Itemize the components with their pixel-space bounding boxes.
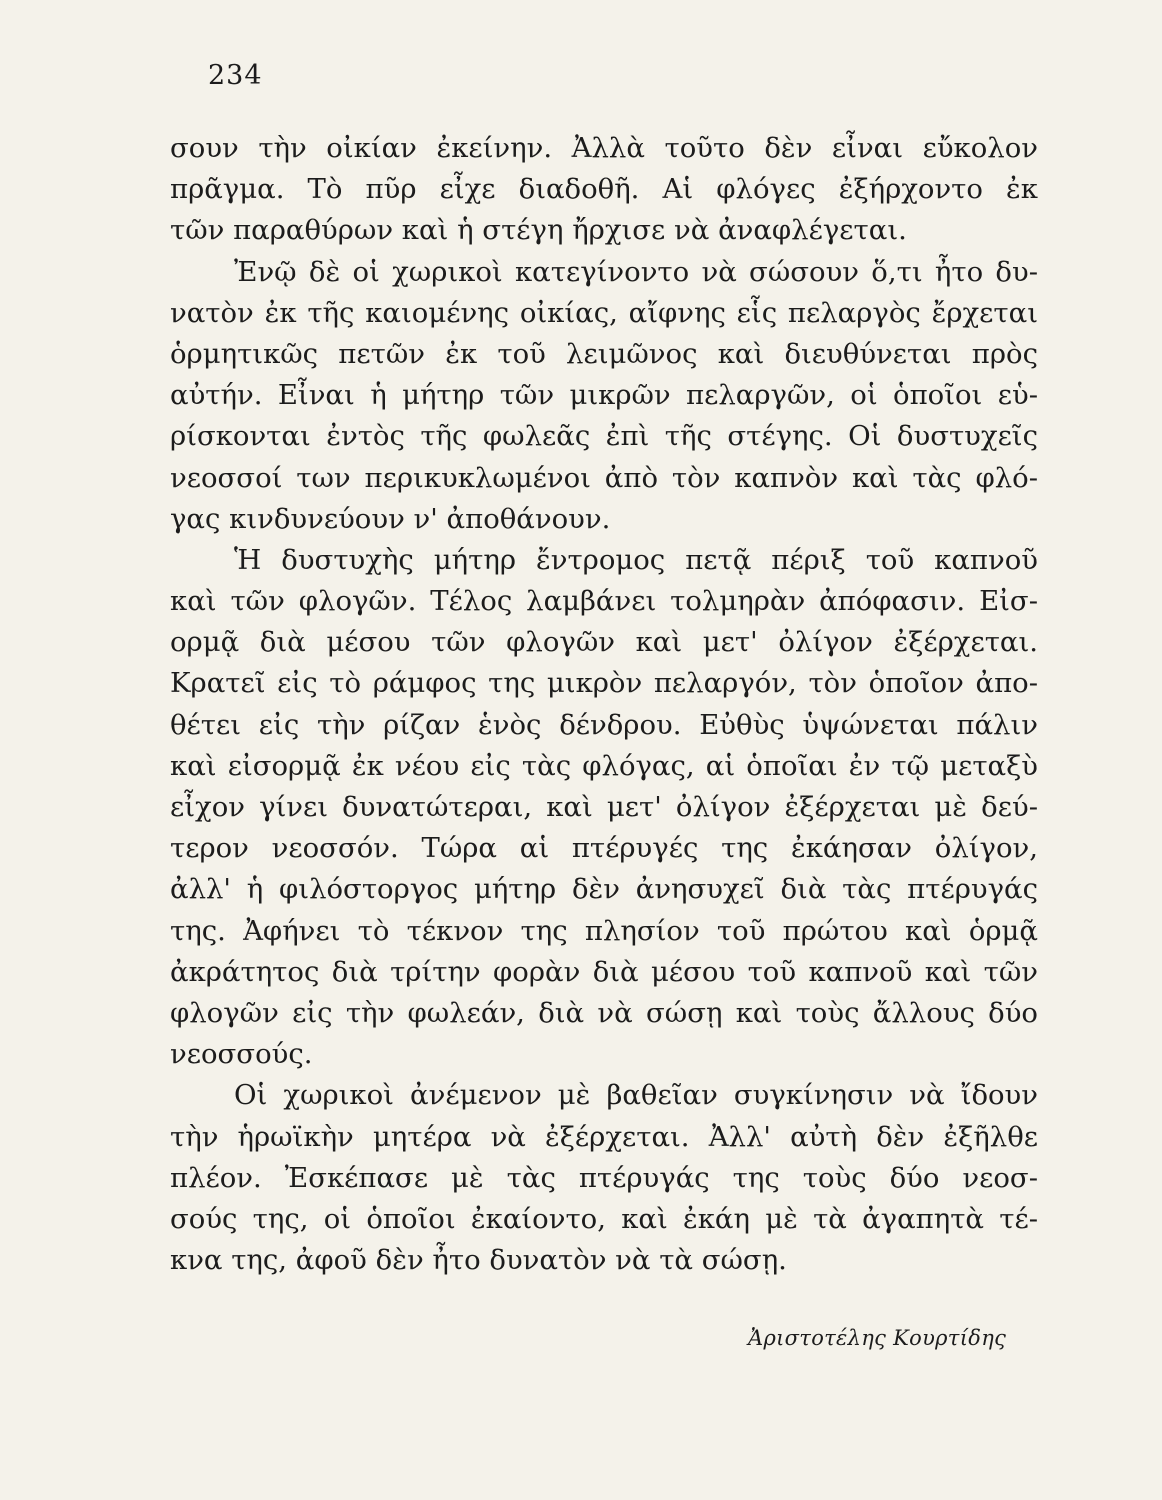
text-line: πλέον. Ἐσκέπασε μὲ τὰς πτέρυγάς της τοὺς δύο νεοσ-: [170, 1161, 1038, 1194]
text-line: τερον νεοσσόν. Τώρα αἱ πτέρυγές της ἐκάησαν ὀλίγον,: [170, 832, 1038, 865]
text-line: κνα της, ἀφοῦ δὲν ἦτο δυνατὸν νὰ τὰ σώσῃ.: [170, 1244, 787, 1277]
text-line: καὶ εἰσορμᾷ ἐκ νέου εἰς τὰς φλόγας, αἱ ὁποῖαι ἐν τῷ μεταξὺ: [170, 749, 1038, 782]
text-line: πρᾶγμα. Τὸ πῦρ εἶχε διαδοθῆ. Αἱ φλόγες ἐξήρχοντο ἐκ: [170, 173, 1038, 206]
paragraph: [170, 1075, 1038, 1281]
text-line: ορμᾷ διὰ μέσου τῶν φλογῶν καὶ μετ' ὀλίγον ἐξέρχεται.: [170, 626, 1038, 659]
text-line: Οἱ χωρικοὶ ἀνέμενον μὲ βαθεῖαν συγκίνησιν νὰ ἴδουν: [234, 1079, 1038, 1112]
page-number: 234: [208, 60, 263, 91]
body-text: [170, 128, 1038, 1281]
paragraph: [170, 540, 1038, 1075]
text-line: νεοσσούς.: [170, 1038, 313, 1071]
text-line: ὁρμητικῶς πετῶν ἐκ τοῦ λειμῶνος καὶ διευθύνεται πρὸς: [170, 337, 1038, 370]
paragraph: [170, 128, 1038, 252]
text-line: αὐτήν. Εἶναι ἡ μήτηρ τῶν μικρῶν πελαργῶν, οἱ ὁποῖοι εὑ-: [170, 379, 1038, 412]
text-line: Ἡ δυστυχὴς μήτηρ ἔντρομος πετᾷ πέριξ τοῦ καπνοῦ: [234, 543, 1038, 576]
text-line: ρίσκονται ἐντὸς τῆς φωλεᾶς ἐπὶ τῆς στέγης. Οἱ δυστυχεῖς: [170, 420, 1038, 453]
text-line: γας κινδυνεύουν ν' ἀποθάνουν.: [170, 502, 611, 535]
text-line: νατὸν ἐκ τῆς καιομένης οἰκίας, αἴφνης εἷς πελαργὸς ἔρχεται: [170, 296, 1038, 329]
text-line: ἀλλ' ἡ φιλόστοργος μήτηρ δὲν ἀνησυχεῖ διὰ τὰς πτέρυγάς: [170, 873, 1038, 906]
paragraph: [170, 252, 1038, 540]
author-signature: Ἀριστοτέλης Κουρτίδης: [748, 1326, 1007, 1350]
text-line: σουν τὴν οἰκίαν ἐκείνην. Ἀλλὰ τοῦτο δὲν εἶναι εὔκολον: [170, 132, 1038, 164]
text-line: Κρατεῖ εἰς τὸ ράμφος της μικρὸν πελαργόν, τὸν ὁποῖον ἀπο-: [170, 667, 1038, 700]
text-line: της. Ἀφήνει τὸ τέκνον της πλησίον τοῦ πρώτου καὶ ὁρμᾷ: [170, 914, 1038, 947]
text-line: Ἐνῷ δὲ οἱ χωρικοὶ κατεγίνοντο νὰ σώσουν ὅ,τι ἦτο δυ-: [234, 255, 1038, 288]
text-line: θέτει εἰς τὴν ρίζαν ἑνὸς δένδρου. Εὐθὺς ὑψώνεται πάλιν: [170, 708, 1038, 741]
text-line: τὴν ἡρωϊκὴν μητέρα νὰ ἐξέρχεται. Ἀλλ' αὐτὴ δὲν ἐξῆλθε: [170, 1120, 1038, 1153]
text-line: τῶν παραθύρων καὶ ἡ στέγη ἤρχισε νὰ ἀναφλέγεται.: [170, 214, 907, 247]
text-line: σούς της, οἱ ὁποῖοι ἐκαίοντο, καὶ ἐκάη μὲ τὰ ἀγαπητὰ τέ-: [170, 1202, 1038, 1235]
text-line: φλογῶν εἰς τὴν φωλεάν, διὰ νὰ σώσῃ καὶ τοὺς ἄλλους δύο: [170, 996, 1038, 1029]
text-line: νεοσσοί των περικυκλωμένοι ἀπὸ τὸν καπνὸν καὶ τὰς φλό-: [170, 461, 1038, 494]
text-line: ἀκράτητος διὰ τρίτην φορὰν διὰ μέσου τοῦ καπνοῦ καὶ τῶν: [170, 955, 1038, 988]
text-line: καὶ τῶν φλογῶν. Τέλος λαμβάνει τολμηρὰν ἀπόφασιν. Εἰσ-: [170, 585, 1038, 618]
text-line: εἶχον γίνει δυνατώτεραι, καὶ μετ' ὀλίγον ἐξέρχεται μὲ δεύ-: [170, 791, 1038, 823]
